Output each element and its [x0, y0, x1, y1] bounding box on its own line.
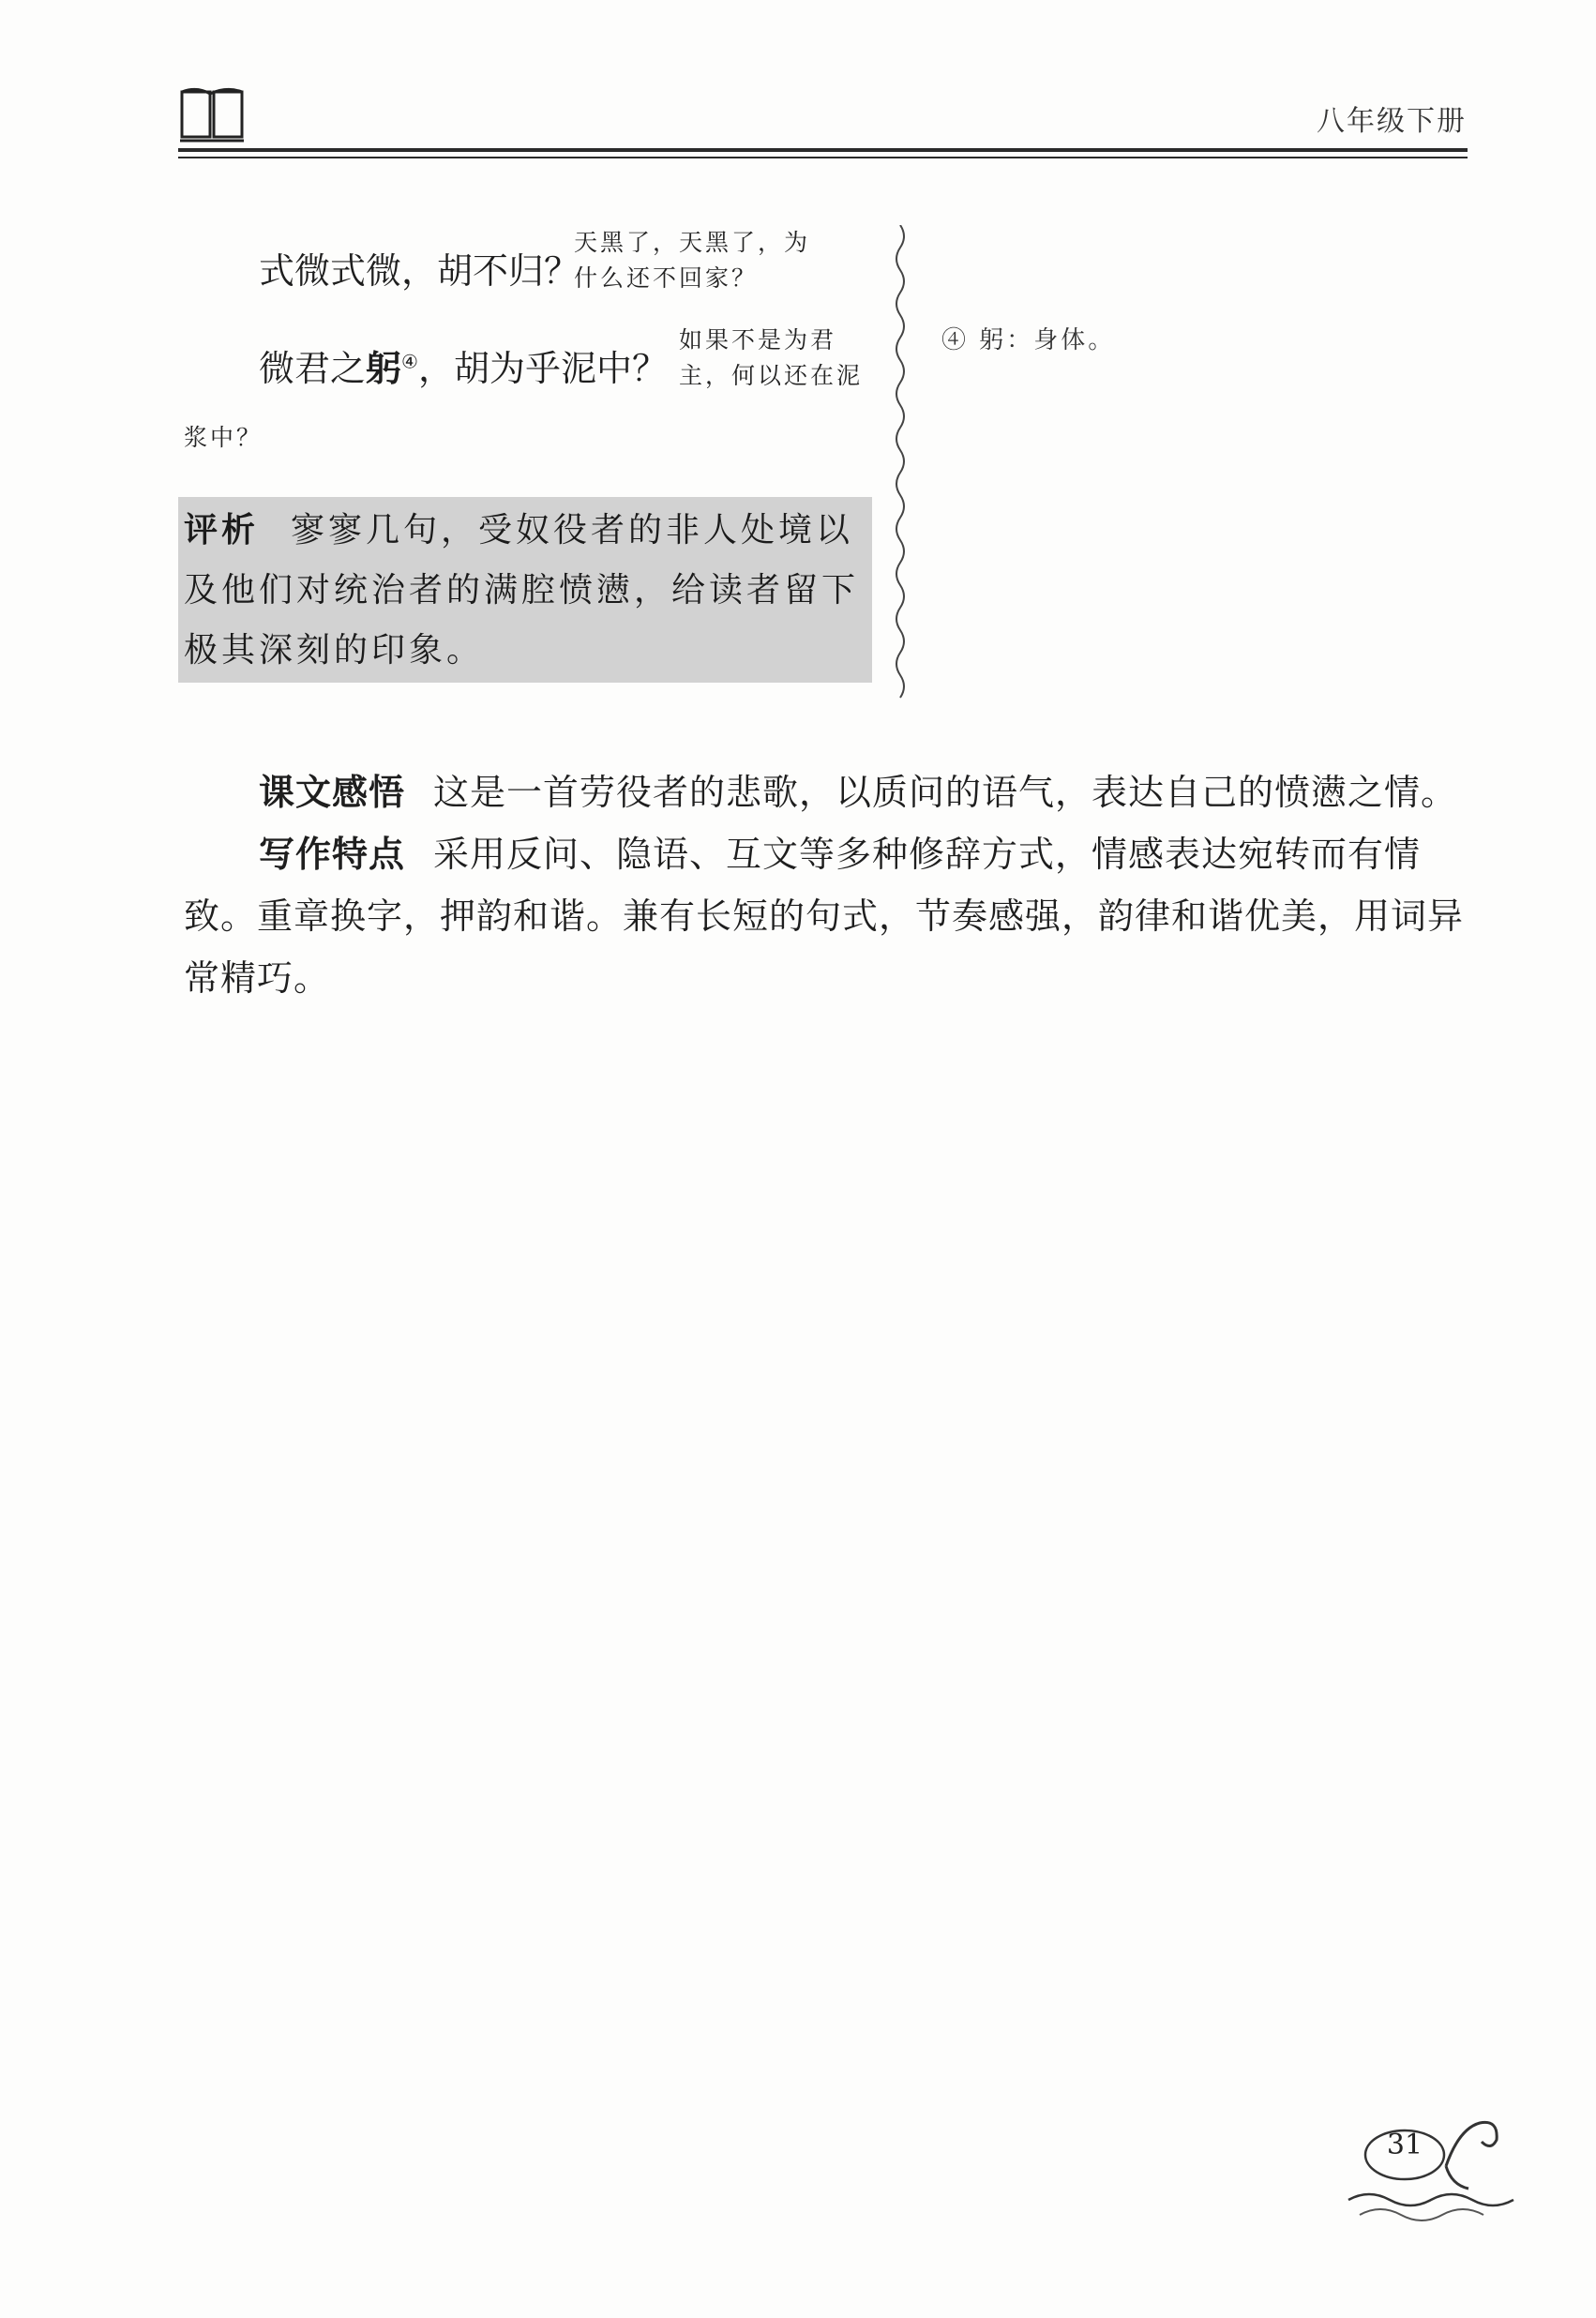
- translation-line: 如果不是为君: [679, 326, 837, 354]
- header-rule-thin: [178, 157, 1468, 158]
- page-number: 31: [1386, 2129, 1423, 2161]
- paragraph-writing-features: [184, 823, 1476, 1009]
- poem-line-2-translation: [679, 323, 863, 394]
- page-number-ornament: [1341, 2110, 1528, 2241]
- paragraph-reflection: [184, 761, 1476, 823]
- paragraph-text: 采用反问、隐语、互文等多种修辞方式，情感表达宛转而有情致。重章换字，押韵和谐。兼有长短的句式，节奏感强，韵律和谐优美，用词异常精巧。: [184, 834, 1465, 999]
- poem-text: ，胡为乎泥中？: [417, 348, 668, 389]
- poem-line-1: 式微式微，胡不归？: [259, 250, 580, 292]
- commentary: [184, 501, 876, 681]
- footnote-marker: ④: [401, 350, 418, 373]
- grade-label: 八年级下册: [1317, 105, 1467, 138]
- translation-line: 主，何以还在泥: [679, 362, 864, 389]
- poem-line-1-translation: [574, 225, 810, 296]
- poem-text: 微君之: [259, 348, 367, 389]
- paragraph-text: 这是一首劳役者的悲歌，以质问的语气，表达自己的愤懑之情。: [433, 772, 1458, 813]
- open-book-icon: [178, 84, 246, 144]
- poem-line-2: [259, 339, 668, 391]
- header-rule: [178, 148, 1468, 152]
- wavy-divider: [891, 225, 910, 703]
- footnote: ④ 躬：身体。: [941, 326, 1116, 354]
- commentary-label: 评析: [184, 511, 260, 549]
- translation-line: 什么还不回家？: [574, 264, 759, 292]
- poem-line-2-translation-cont: 浆中？: [184, 424, 263, 451]
- commentary-text: 寥寥几句，受奴役者的非人处境以及他们对统治者的满腔愤懑，给读者留下极其深刻的印象。: [184, 511, 860, 670]
- paragraph-label: 写作特点: [259, 834, 406, 875]
- annotated-word: 躬: [366, 347, 402, 389]
- paragraph-label: 课文感悟: [259, 772, 406, 813]
- translation-line: 天黑了，天黑了，为: [574, 229, 811, 256]
